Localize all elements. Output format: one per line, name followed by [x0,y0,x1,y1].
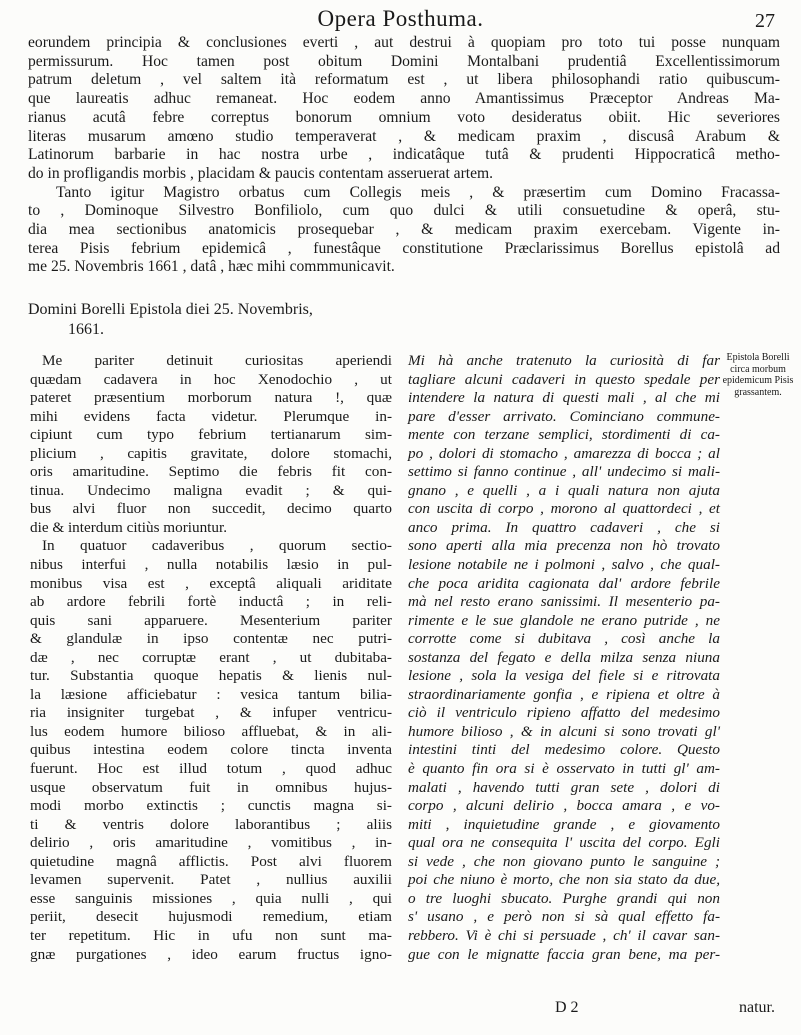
latin-line: & glandulæ in ipso contentæ nec putri- [30,630,392,648]
running-head [0,4,801,38]
intro-line: que laureatis adhuc remaneat. Hoc eodem anno Amantissimus Præceptor Andreas Ma- [28,90,780,108]
italian-line: gnano , e quelli , a i quali natura non ajuta [408,481,720,499]
italian-line: Mi hà anche tratenuto la curiosità di far [408,352,720,369]
italian-line: pare d'esser arrivato. Cominciano commune- [408,407,720,425]
italian-line: che poca aridita cagionata dal' ardore febrile [408,574,720,592]
italian-line: settimo si fanno continue , all' undecimo si mali- [408,463,720,481]
catchword: natur. [739,999,775,1016]
latin-line: ter repetitum. Hic in ufu non sunt ma- [30,926,392,944]
italian-line: lesione , sola la vesiga del fiele si e ritrovata [408,667,720,685]
italian-line: s' usano , e però non si sà qual effetto fa- [408,908,720,926]
latin-line: fuerunt. Hoc est illud totum , quod adhuc [30,760,392,778]
latin-line: Me pariter detinuit curiositas aperiendi [42,352,392,369]
italian-line: mente con terzane semplici, stordimenti di ca- [408,426,720,444]
latin-line: modi morbo extinctis ; cunctis magna si- [30,797,392,815]
latin-line: usque observatum fuit in omnibus hujus- [30,778,392,796]
latin-line: die & interdum citiùs moriuntur. [30,518,227,536]
latin-line: cipiunt cum typo febrium tertianarum sim- [30,426,392,444]
italian-line: tagliare alcuni cadaveri in questo spedale per [408,370,720,388]
running-head-title: Opera Posthuma. [317,6,484,31]
latin-column [30,352,392,964]
intro-line: literas musarum amœno studio temperaverat , & medicam praxim , discusâ Arabum & [28,127,780,145]
italian-line: sono aperti alla mia precenza non hò trovato [408,537,720,555]
italian-line: po , dolori di stomacho , amarezza di bocca ; al [408,444,720,462]
intro-line: do in profligandis morbis , placidam & paucis contentam asseruerat artem. [28,164,494,182]
latin-line: ab ardore febrili fortè inductâ ; in reli- [30,593,392,611]
italian-line: corrotte come si dubitava , così anche la [408,630,720,648]
italian-line: rimente e le sue glandole ne erano putride , ne [408,611,720,629]
intro-line: rianus acutâ febre correptus bonorum omnium voto desideratus obiit. Hic severiores [28,108,780,126]
italian-line: anco prima. In quattro cadaveri , che si [408,518,720,536]
latin-line: monibus visa est , exceptâ aliquali ariditate [30,574,392,592]
latin-line: periit, desecit hujusmodi remedium, etiam [30,908,392,926]
italian-line: o tre luoghi sbucato. Purghe grandi qui non [408,889,720,907]
letter-heading-year: 1661. [68,321,104,338]
latin-line: oris amaritudine. Septimo die febris fit con- [30,463,392,481]
latin-line: lus eodem humore bilioso affluebat, & in ali- [30,722,392,740]
latin-line: levamen supervenit. Patet , nullius auxilii [30,871,392,889]
latin-line: nibus interfui , nulla notabilis læsio in pul- [30,556,392,574]
intro-line: permissurum. Hoc tamen post obitum Domini Montalbani prudentiâ Excellentissimorum [28,52,780,70]
latin-line: gnæ purgationes , ideo earum fructus igno- [30,945,392,963]
latin-line: plicium , capitis gravitate, dolore stomachi, [30,444,392,462]
italian-line: lesione notabile ne i polmoni , salvo , che qual- [408,556,720,574]
latin-line: tinua. Undecimo maligna evadit ; & qui- [30,481,392,499]
latin-line: esse sanguinis missiones , quia nulli , qui [30,889,392,907]
italian-line: si vede , che non giovano punto le sanguine ; [408,852,720,870]
intro-line: patrum deletum , vel saltem ità reformatum est , ut libera philosophandi ratio quibuscum- [28,71,780,89]
intro-line: to , Dominoque Silvestro Bonfiliolo, cum quo dulci & utili consuetudine & operâ, stu- [28,202,780,220]
italian-line: mà nel resto erano sanissimi. Il mesenterio pa- [408,593,720,611]
italian-line: miti , inquietudine grande , e giovamento [408,815,720,833]
italian-line: è quanto fin ora si è osservato in tutti gl' am- [408,760,720,778]
italian-line: poi che niuno è morto, che non sia stato da due, [408,871,720,889]
italian-line: intendere la natura di questi mali , al che mi [408,389,720,407]
latin-line: la læsione afficiebatur : vesica tantum bilia- [30,685,392,703]
italian-line: con uscita di corpo , morono al quattordeci , et [408,500,720,518]
signature-mark: D 2 [555,999,579,1016]
latin-line: quibus intestina eodem colore tincta inventa [30,741,392,759]
italian-line: sostanza del fegato e della milza senza niuna [408,648,720,666]
intro-paragraphs [28,34,780,277]
italian-line: straordinariamente gonfia , e ripiena et oltre à [408,685,720,703]
italian-line: ciò il ventriculo ripieno affatto del medesimo [408,704,720,722]
italian-line: rebbero. Vi è chi si persuade , ch' il cavar san- [408,926,720,944]
latin-line: ti & ventris dolore laborantibus ; aliis [30,815,392,833]
italian-line: corpo , alcuni delirio , bocca amara , e vo- [408,797,720,815]
latin-line: quædam cadavera in hoc Xenodochio , ut [30,370,392,388]
intro-line: terea Pisis febrium epidemicâ , funestâque constitutione Præclarissimus Borellus epistolâ ad [28,239,780,257]
letter-heading-title: Domini Borelli Epistola diei 25. Novembris, [28,301,313,318]
page-number: 27 [755,10,775,32]
italian-line: qual ora ne consequita l' uscita del corpo. Egli [408,834,720,852]
intro-line: Tanto igitur Magistro orbatus cum Collegis meis , & præsertim cum Domino Fracassa- [56,183,780,201]
latin-line: dæ , nec corruptæ erant , ut dubitaba- [30,648,392,666]
latin-line: ria insigniter turgebat , & infuper ventricu- [30,704,392,722]
margin-note: Epistola Borelli circa morbum epidemicum Pisis grassantem. [722,352,794,398]
latin-line: In quatuor cadaveribus , quorum sectio- [42,537,392,555]
latin-line: pateret præsentium morborum natura !, quæ [30,389,392,407]
italian-line: malati , havendo tutti gran sete , dolori di [408,778,720,796]
italian-line: intestini tinti del medesimo colore. Questo [408,741,720,759]
latin-line: mihi evidens facta videtur. Plerumque in- [30,407,392,425]
intro-line: Latinorum barbarie in hac nostra urbe , indicatâque tutâ & prudenti Hippocraticâ metho- [28,146,780,164]
italian-line: gue con le mignatte faccia gran bene, ma per- [408,945,720,963]
italian-line: humore bilioso , & in alcuni si sono trovati gl' [408,722,720,740]
italian-column [408,352,720,964]
latin-line: quietudine magnâ afflictis. Post alvi fluorem [30,852,392,870]
intro-line: dia mea sectionibus anatomicis prosequebar , & medicam praxim exercebam. Vigente in- [28,221,780,239]
intro-line: me 25. Novembris 1661 , datâ , hæc mihi commmunicavit. [28,258,395,276]
latin-line: bus alvi fluor non succedit, decimo quarto [30,500,392,518]
letter-heading [28,300,780,340]
latin-line: tur. Substantia quoque hepatis & lienis nul- [30,667,392,685]
intro-line: eorundem principia & conclusiones everti , aut destrui à quopiam pro toto tui posse nunquam [28,34,780,51]
latin-line: delirio , oris amaritudine , vomitibus , in- [30,834,392,852]
latin-line: quis sani apparuere. Mesenterium pariter [30,611,392,629]
